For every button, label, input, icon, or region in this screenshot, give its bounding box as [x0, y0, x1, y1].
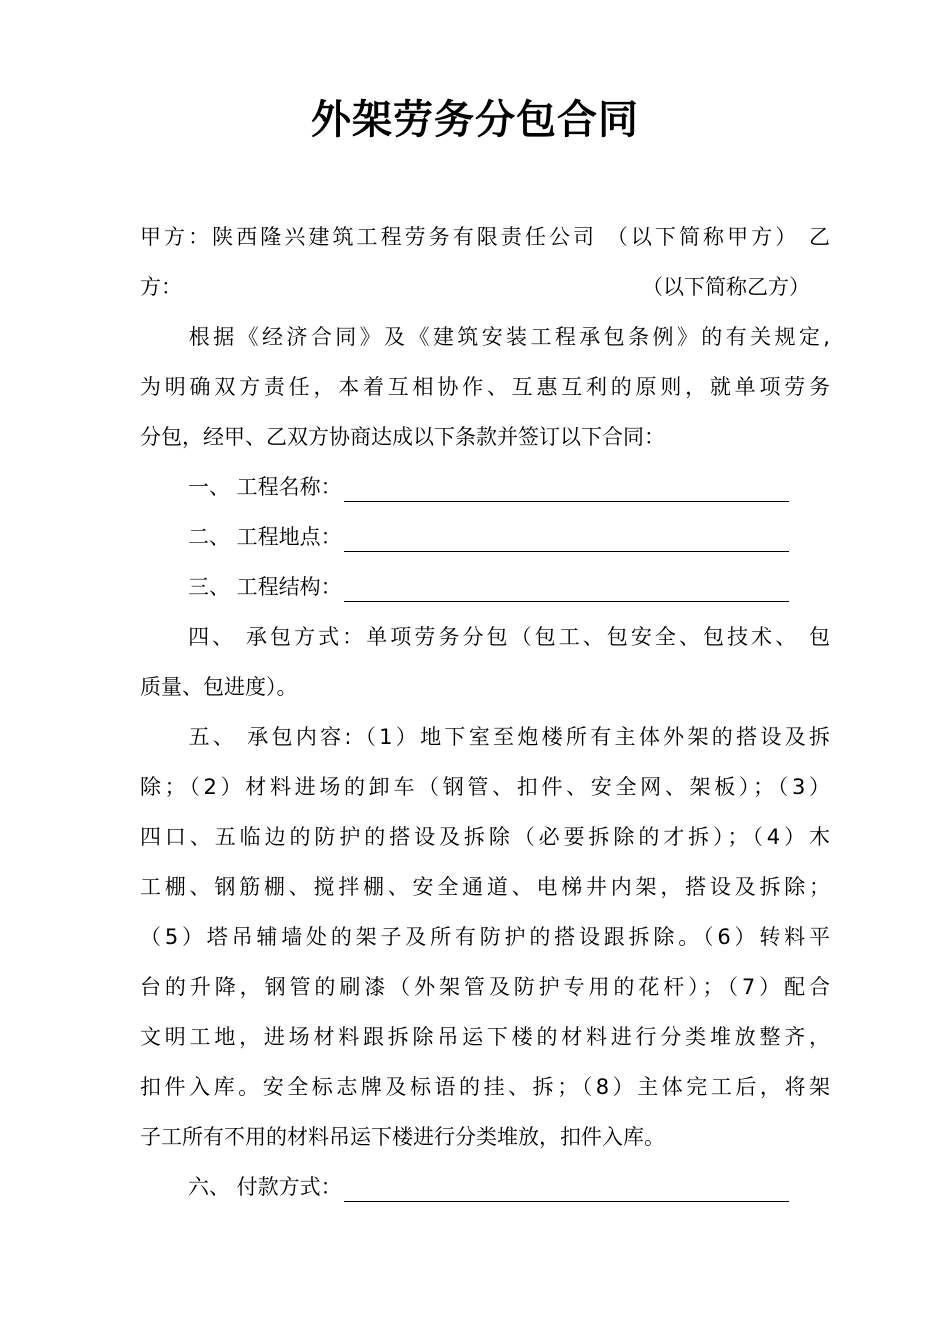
preamble-line-1: 根据《经济合同》及《建筑安装工程承包条例》的有关规定,	[140, 325, 830, 349]
contract-method-line-2: 质量、包进度）。	[140, 675, 298, 699]
project-location-label: 二、 工程地点：	[188, 525, 342, 549]
payment-method-field	[188, 1172, 789, 1202]
project-structure-field	[188, 572, 789, 602]
project-name-field	[188, 472, 789, 502]
contract-method-line-1: 四、 承包方式：单项劳务分包（包工、包安全、包技术、 包	[140, 625, 830, 649]
party-b-label: 方：	[140, 275, 182, 299]
contract-content-line-1: 五、 承包内容:（1）地下室至炮楼所有主体外架的搭设及拆	[140, 725, 830, 749]
contract-content-line-4: 工棚、钢筋棚、搅拌棚、安全通道、电梯井内架，搭设及拆除；	[140, 875, 830, 899]
project-structure-blank[interactable]	[344, 579, 789, 602]
preamble-line-3: 分包，经甲、乙双方协商达成以下条款并签订以下合同：	[140, 425, 665, 449]
project-location-blank[interactable]	[344, 529, 789, 552]
contract-content-line-6: 台的升降，钢管的刷漆（外架管及防护专用的花杆）；（7）配合	[140, 975, 830, 999]
party-a-line: 甲方：陕西隆兴建筑工程劳务有限责任公司 （以下简称甲方） 乙	[140, 225, 830, 249]
contract-content-line-9: 子工所有不用的材料吊运下楼进行分类堆放，扣件入库。	[140, 1125, 665, 1149]
project-name-blank[interactable]	[344, 479, 789, 502]
project-name-label: 一、 工程名称：	[188, 475, 342, 499]
project-structure-label: 三、 工程结构：	[188, 575, 342, 599]
party-b-alias: （以下简称乙方）	[642, 275, 810, 299]
contract-content-line-5: （5）塔吊辅墙处的架子及所有防护的搭设跟拆除。（6）转料平	[140, 925, 830, 949]
party-b-line	[140, 272, 830, 302]
preamble-line-2: 为明确双方责任，本着互相协作、互惠互利的原则，就单项劳务	[140, 375, 830, 399]
payment-method-blank[interactable]	[344, 1179, 789, 1202]
contract-content-line-3: 四口、五临边的防护的搭设及拆除（必要拆除的才拆）；（4）木	[140, 825, 830, 849]
contract-content-line-2: 除；（2）材料进场的卸车（钢管、扣件、安全网、架板）；（3）	[140, 775, 830, 799]
payment-method-label: 六、 付款方式：	[188, 1175, 342, 1199]
contract-content-line-7: 文明工地，进场材料跟拆除吊运下楼的材料进行分类堆放整齐，	[140, 1025, 830, 1049]
contract-content-line-8: 扣件入库。安全标志牌及标语的挂、拆；（8）主体完工后，将架	[140, 1075, 830, 1099]
project-location-field	[188, 522, 789, 552]
document-title: 外架劳务分包合同	[311, 97, 639, 143]
